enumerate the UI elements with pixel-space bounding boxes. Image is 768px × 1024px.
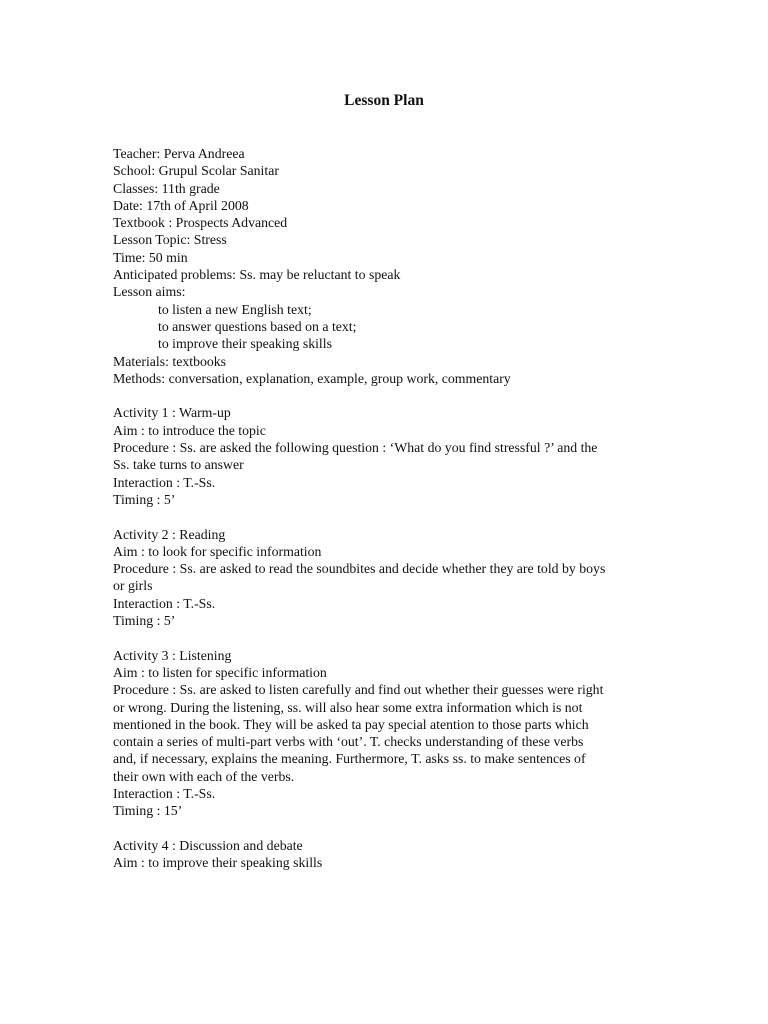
activity-procedure-line: Procedure : Ss. are asked to read the soundbites and decide whether they are told by boys [113, 561, 606, 577]
spacer [113, 508, 658, 525]
problems-line: Anticipated problems: Ss. may be reluctant to speak [113, 267, 401, 283]
spacer [113, 820, 658, 837]
aim-item: to listen a new English text; [158, 301, 312, 317]
aim-item: to improve their speaking skills [158, 336, 332, 352]
activity-title: Activity 4 : Discussion and debate [113, 837, 303, 853]
activity-interaction: Interaction : T.-Ss. [113, 785, 216, 801]
activity-timing: Timing : 5’ [113, 491, 176, 507]
activity-procedure-line: Procedure : Ss. are asked to listen carefully and find out whether their guesses were right [113, 682, 604, 698]
methods-line: Methods: conversation, explanation, example, group work, commentary [113, 370, 511, 386]
activity-interaction: Interaction : T.-Ss. [113, 474, 216, 490]
activity-interaction: Interaction : T.-Ss. [113, 595, 216, 611]
activity-aim: Aim : to look for specific information [113, 543, 322, 559]
activity-procedure-line: or wrong. During the listening, ss. will also hear some extra information which is not [113, 699, 583, 715]
activity-aim: Aim : to introduce the topic [113, 422, 266, 438]
activity-procedure-line: and, if necessary, explains the meaning. Furthermore, T. asks ss. to make sentences of [113, 751, 586, 767]
activity-timing: Timing : 5’ [113, 613, 176, 629]
activity-procedure-line: or girls [113, 578, 153, 594]
spacer [113, 387, 658, 404]
activity-aim: Aim : to listen for specific information [113, 664, 327, 680]
aims-label: Lesson aims: [113, 284, 186, 300]
aim-item: to answer questions based on a text; [158, 318, 357, 334]
lesson-plan-body [113, 145, 658, 871]
activity-title: Activity 3 : Listening [113, 647, 232, 663]
activity-procedure-line: mentioned in the book. They will be asked ta pay special atention to those parts which [113, 716, 589, 732]
teacher-line: Teacher: Perva Andreea [113, 146, 245, 161]
activity-procedure-line: Procedure : Ss. are asked the following question : ‘What do you find stressful ?’ and the [113, 440, 598, 456]
materials-line: Materials: textbooks [113, 353, 227, 369]
activity-title: Activity 2 : Reading [113, 526, 226, 542]
textbook-line: Textbook : Prospects Advanced [113, 215, 288, 231]
spacer [113, 629, 658, 646]
activity-procedure-line: contain a series of multi-part verbs with ‘out’. T. checks understanding of these verbs [113, 734, 584, 750]
activity-timing: Timing : 15’ [113, 803, 183, 819]
activity-procedure-line: their own with each of the verbs. [113, 768, 295, 784]
topic-line: Lesson Topic: Stress [113, 232, 227, 248]
activity-procedure-line: Ss. take turns to answer [113, 457, 244, 473]
activity-aim: Aim : to improve their speaking skills [113, 855, 323, 871]
school-line: School: Grupul Scolar Sanitar [113, 163, 279, 179]
activity-title: Activity 1 : Warm-up [113, 405, 231, 421]
classes-line: Classes: 11th grade [113, 180, 220, 196]
date-line: Date: 17th of April 2008 [113, 197, 249, 213]
time-line: Time: 50 min [113, 249, 188, 265]
document-title: Lesson Plan [344, 92, 424, 109]
